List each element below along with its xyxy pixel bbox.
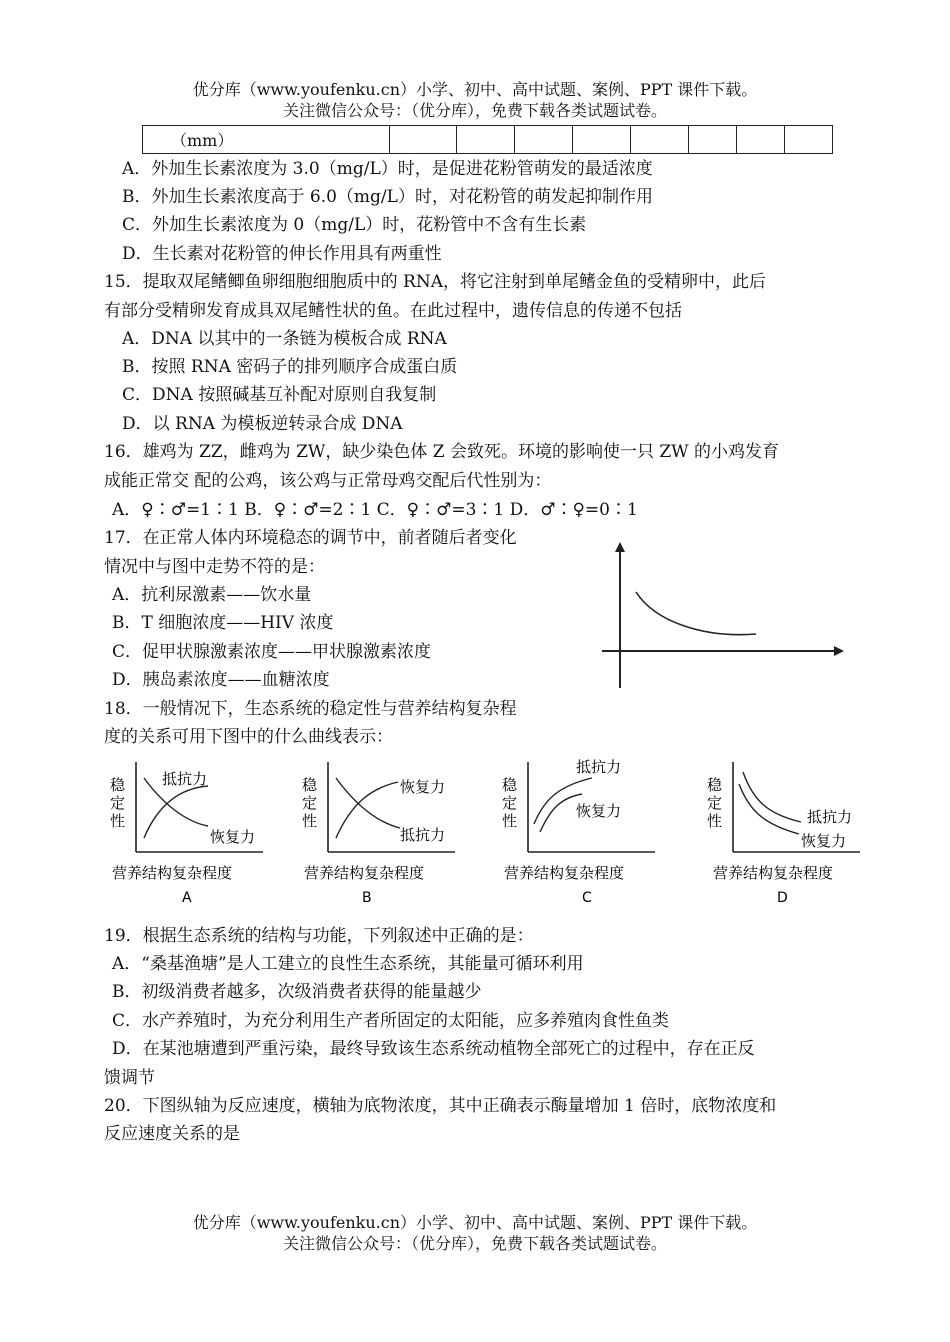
q19-option-a: A．“桑基渔塘”是人工建立的良性生态系统，其能量可循环利用 <box>112 954 584 974</box>
q14-option-a: A．外加生长素浓度为 3.0（mg/L）时，是促进花粉管萌发的最适浓度 <box>122 159 653 179</box>
q17-option-d: D．胰岛素浓度——血糖浓度 <box>112 670 330 690</box>
graph-b-letter: B <box>362 890 372 906</box>
graph-b-ylabel-3: 性 <box>302 812 318 830</box>
q18-graph-d <box>705 752 875 910</box>
graph-b-xlabel: 营养结构复杂程度 <box>304 864 425 882</box>
graph-a-curve-1 <box>144 786 208 838</box>
graph-d-ylabel-1: 稳 <box>707 776 723 794</box>
graph-a-label-1: 抵抗力 <box>162 770 208 788</box>
q19-option-b: B．初级消费者越多，次级消费者获得的能量越少 <box>112 982 482 1002</box>
table-cell <box>631 126 689 154</box>
footer-line-1: 优分库（www.youfenku.cn）小学、初中、高中试题、案例、PPT 课件下载。 <box>192 1213 758 1232</box>
q14-option-d: D．生长素对花粉管的伸长作用具有两重性 <box>122 244 442 264</box>
graph-c-ylabel-2: 定 <box>502 794 518 812</box>
table-cell <box>573 126 631 154</box>
q17-trend-graph <box>596 538 848 690</box>
q14-option-b: B．外加生长素浓度高于 6.0（mg/L）时，对花粉管的萌发起抑制作用 <box>122 187 653 207</box>
q19-stem: 19．根据生态系统的结构与功能，下列叙述中正确的是： <box>104 926 534 946</box>
q17-y-axis-arrow-icon <box>615 542 625 552</box>
graph-c-label-2: 恢复力 <box>576 802 622 820</box>
header-line-2: 关注微信公众号：（优分库），免费下载各类试题试卷。 <box>282 101 667 120</box>
data-table-fragment <box>142 125 833 154</box>
q16-stem-2: 成能正常交 配的公鸡，该公鸡与正常母鸡交配后代性别为： <box>104 471 552 491</box>
q17-option-a: A．抗利尿激素——饮水量 <box>112 585 312 605</box>
graph-b-ylabel-1: 稳 <box>302 776 318 794</box>
q17-x-axis-arrow-icon <box>834 646 844 656</box>
page-header <box>0 79 950 121</box>
q17-option-c: C．促甲状腺激素浓度——甲状腺激素浓度 <box>112 642 432 662</box>
graph-a-ylabel-1: 稳 <box>110 776 126 794</box>
q18-stem-2: 度的关系可用下图中的什么曲线表示： <box>104 727 393 747</box>
q18-graph-c <box>500 752 670 910</box>
q18-stem-1: 18．一般情况下，生态系统的稳定性与营养结构复杂程 <box>104 699 517 719</box>
q15-option-c: C．DNA 按照碱基互补配对原则自我复制 <box>122 385 437 405</box>
q19-option-c: C．水产养殖时，为充分利用生产者所固定的太阳能，应多养殖肉食性鱼类 <box>112 1011 670 1031</box>
graph-a-xlabel: 营养结构复杂程度 <box>112 864 233 882</box>
q15-option-d: D．以 RNA 为模板逆转录合成 DNA <box>122 414 403 434</box>
page-footer <box>0 1212 950 1254</box>
q15-stem-2: 有部分受精卵发育成具双尾鳍性状的鱼。在此过程中，遗传信息的传递不包括 <box>104 301 682 321</box>
q15-option-a: A．DNA 以其中的一条链为模板合成 RNA <box>122 329 447 349</box>
graph-d-label-1: 抵抗力 <box>807 808 853 826</box>
table-row-label: （mm） <box>143 126 390 154</box>
graph-d-letter: D <box>777 890 788 906</box>
q20-stem-2: 反应速度关系的是 <box>104 1124 240 1144</box>
graph-c-ylabel-1: 稳 <box>502 776 518 794</box>
q18-graph-a <box>108 752 278 910</box>
header-line-1: 优分库（www.youfenku.cn）小学、初中、高中试题、案例、PPT 课件下载。 <box>192 80 758 99</box>
graph-d-ylabel-2: 定 <box>707 794 723 812</box>
table-cell <box>457 126 515 154</box>
graph-b-label-2: 抵抗力 <box>400 826 446 844</box>
q17-curve <box>636 592 756 635</box>
q15-option-b: B．按照 RNA 密码子的排列顺序合成蛋白质 <box>122 357 458 377</box>
q16-stem-1: 16．雄鸡为 ZZ，雌鸡为 ZW，缺少染色体 Z 会致死。环境的影响使一只 ZW 的小鸡发育 <box>104 442 780 462</box>
q16-options: A．♀∶♂=1∶1 B．♀∶♂=2∶1 C．♀∶♂=3∶1 D．♂∶♀=0∶1 <box>112 500 638 520</box>
graph-a-ylabel-3: 性 <box>110 812 126 830</box>
q15-stem-1: 15．提取双尾鳍鲫鱼卵细胞细胞质中的 RNA，将它注射到单尾鳍金鱼的受精卵中，此后 <box>104 272 766 292</box>
graph-c-label-1: 抵抗力 <box>576 758 622 776</box>
table-cell <box>785 126 833 154</box>
graph-d-xlabel: 营养结构复杂程度 <box>713 864 834 882</box>
graph-b-ylabel-2: 定 <box>302 794 318 812</box>
graph-c-xlabel: 营养结构复杂程度 <box>504 864 625 882</box>
q19-option-d: D．在某池塘遭到严重污染，最终导致该生态系统动植物全部死亡的过程中，存在正反 <box>112 1039 755 1059</box>
q17-stem-2: 情况中与图中走势不符的是： <box>104 557 325 577</box>
q17-option-b: B．T 细胞浓度——HIV 浓度 <box>112 613 334 633</box>
q17-stem-1: 17．在正常人体内环境稳态的调节中，前者随后者变化 <box>104 528 517 548</box>
table-cell <box>390 126 457 154</box>
table-cell <box>689 126 737 154</box>
table-cell <box>515 126 573 154</box>
q14-option-c: C．外加生长素浓度为 0（mg/L）时，花粉管中不含有生长素 <box>122 215 587 235</box>
footer-line-2: 关注微信公众号：（优分库），免费下载各类试题试卷。 <box>282 1234 667 1253</box>
graph-b-label-1: 恢复力 <box>400 778 446 796</box>
graph-a-ylabel-2: 定 <box>110 794 126 812</box>
q19-option-d-cont: 馈调节 <box>104 1068 155 1088</box>
graph-a-label-2: 恢复力 <box>210 828 256 846</box>
q20-stem-1: 20．下图纵轴为反应速度，横轴为底物浓度，其中正确表示酶量增加 1 倍时，底物浓度和 <box>104 1096 777 1116</box>
graph-c-letter: C <box>582 890 592 906</box>
table-row <box>143 126 833 154</box>
graph-a-letter: A <box>182 890 192 906</box>
q18-graph-b <box>300 752 470 910</box>
graph-d-curve-1 <box>743 772 801 822</box>
table-cell <box>737 126 785 154</box>
graph-d-ylabel-3: 性 <box>707 812 723 830</box>
graph-d-label-2: 恢复力 <box>801 832 847 850</box>
graph-c-ylabel-3: 性 <box>502 812 518 830</box>
